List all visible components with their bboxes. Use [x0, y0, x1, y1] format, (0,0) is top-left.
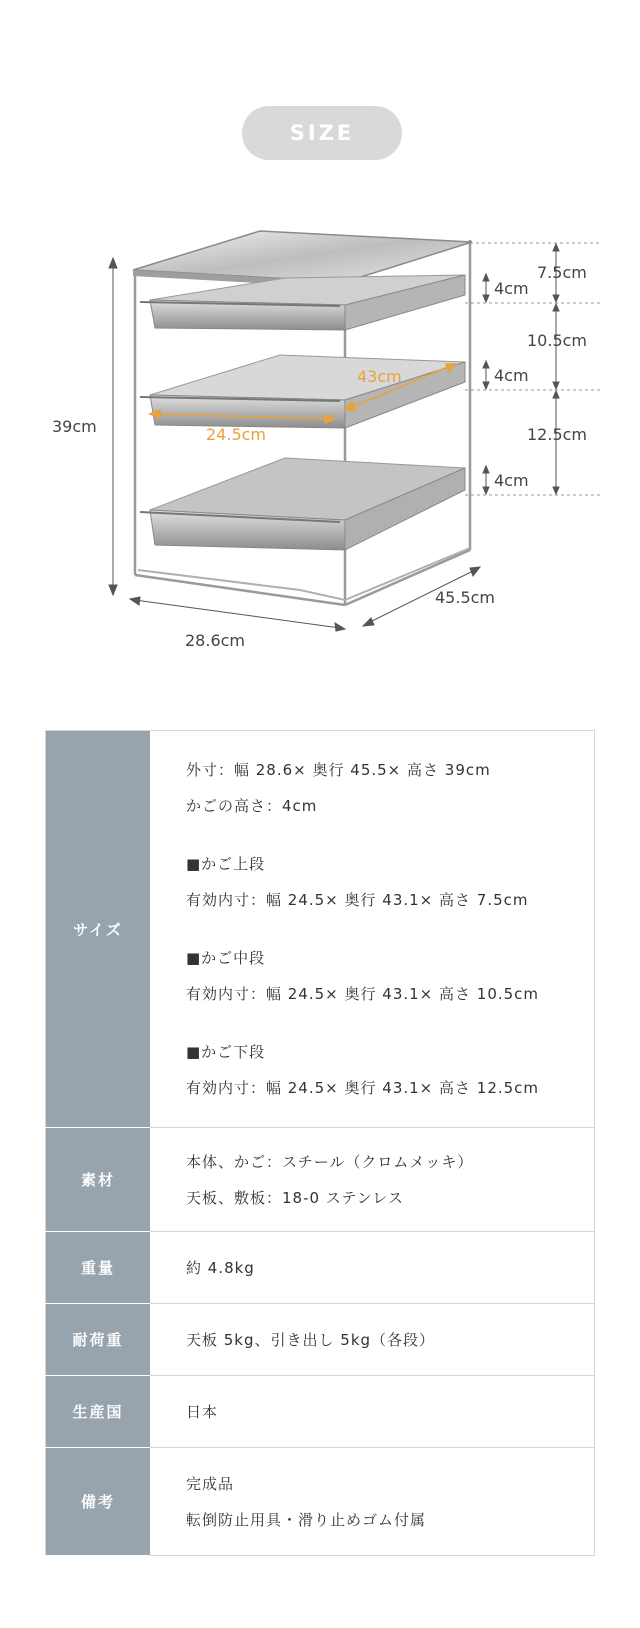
depth-label: 45.5cm — [435, 588, 496, 607]
spec-label-notes: 備考 — [46, 1448, 151, 1556]
size-line-5: ■かご中段 — [186, 949, 266, 967]
spec-label-load: 耐荷重 — [46, 1304, 151, 1376]
width-dimension — [130, 597, 345, 631]
basket-height-label-1: 4cm — [494, 279, 529, 298]
size-line-8: 有効内寸：幅 24.5× 奥行 43.1× 高さ 12.5cm — [186, 1079, 540, 1097]
product-diagram — [0, 200, 640, 670]
notes-line-2: 転倒防止用具・滑り止めゴム付属 — [186, 1510, 427, 1529]
size-line-3: ■かご上段 — [186, 855, 266, 873]
size-line-1: 外寸：幅 28.6× 奥行 45.5× 高さ 39cm — [186, 761, 491, 779]
tier-height-label-3: 12.5cm — [527, 425, 588, 444]
origin-line-1: 日本 — [186, 1402, 219, 1421]
spec-row-load — [46, 1304, 595, 1376]
basket-height-label-2: 4cm — [494, 366, 529, 385]
spec-row-origin — [46, 1376, 595, 1448]
basket-height-label-3: 4cm — [494, 471, 529, 490]
spec-row-notes — [46, 1448, 595, 1556]
inner-width-label: 24.5cm — [206, 425, 267, 444]
spec-value-notes — [150, 1448, 595, 1556]
height-dimension — [109, 258, 117, 595]
spec-value-origin — [150, 1376, 595, 1448]
size-line-2: かごの高さ：4cm — [186, 797, 318, 815]
spec-row-material — [46, 1128, 595, 1232]
spec-label-weight: 重量 — [46, 1232, 151, 1304]
basket-height-arrows — [483, 274, 489, 494]
spec-value-size — [150, 731, 595, 1128]
spec-label-origin: 生産国 — [46, 1376, 151, 1448]
width-label: 28.6cm — [185, 631, 246, 650]
weight-line-1: 約 4.8kg — [186, 1258, 255, 1277]
spec-table — [45, 730, 595, 1556]
spec-row-size — [46, 731, 595, 1128]
spec-value-material — [150, 1128, 595, 1232]
spec-label-material: 素材 — [46, 1128, 151, 1232]
notes-line-1: 完成品 — [186, 1474, 235, 1493]
size-line-4: 有効内寸：幅 24.5× 奥行 43.1× 高さ 7.5cm — [186, 891, 529, 909]
spec-value-load — [150, 1304, 595, 1376]
inner-depth-label: 43cm — [357, 367, 402, 386]
tier-height-label-1: 7.5cm — [537, 263, 587, 282]
spec-label-size: サイズ — [46, 731, 151, 1128]
size-line-7: ■かご下段 — [186, 1043, 266, 1061]
material-line-2: 天板、敷板：18-0 ステンレス — [186, 1188, 404, 1207]
size-badge: SIZE — [242, 106, 402, 160]
material-line-1: 本体、かご：スチール（クロムメッキ） — [186, 1152, 474, 1171]
load-line-1: 天板 5kg、引き出し 5kg（各段） — [186, 1330, 436, 1349]
basket-top — [140, 275, 465, 330]
size-line-6: 有効内寸：幅 24.5× 奥行 43.1× 高さ 10.5cm — [186, 985, 540, 1003]
tier-height-label-2: 10.5cm — [527, 331, 588, 350]
spec-value-weight — [150, 1232, 595, 1304]
height-label: 39cm — [52, 417, 97, 436]
spec-row-weight — [46, 1232, 595, 1304]
basket-bottom — [140, 458, 465, 550]
basket-middle — [140, 355, 465, 428]
